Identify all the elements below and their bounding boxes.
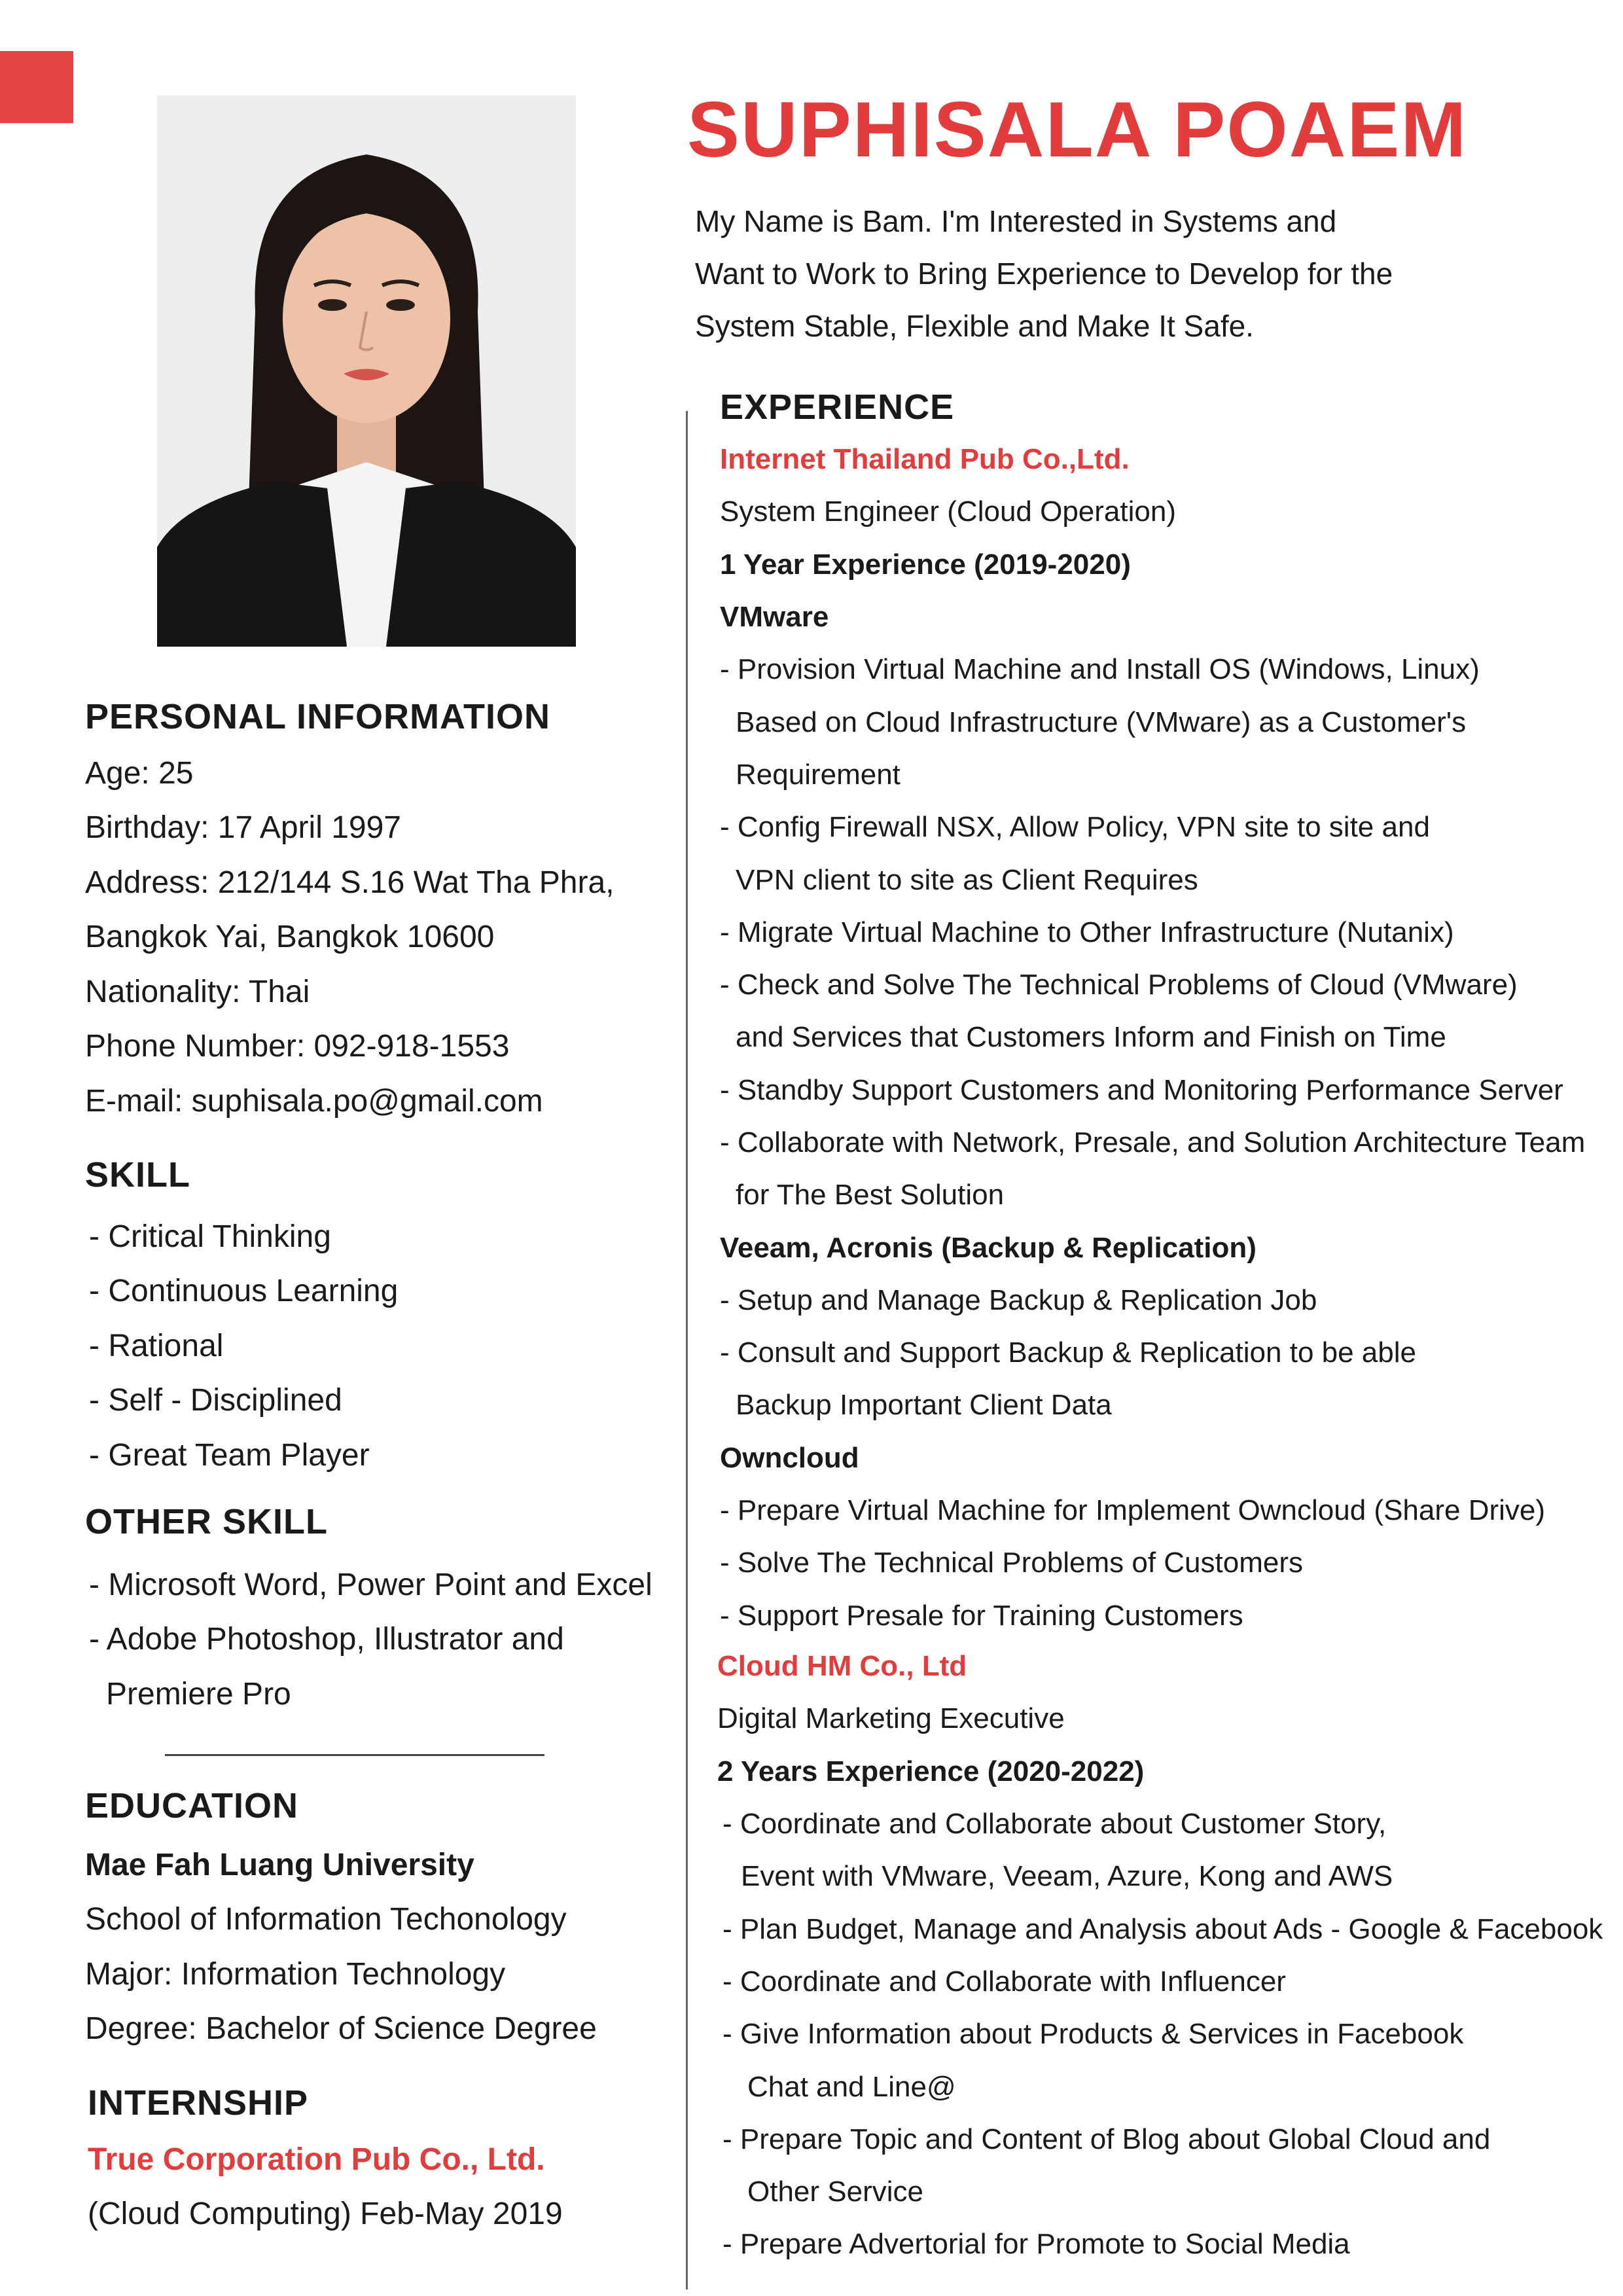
list-item: - Coordinate and Collaborate with Influencer: [722, 1965, 1286, 1998]
job2-duration: 2 Years Experience (2020-2022): [717, 1755, 1145, 1787]
job1-section-title: VMware: [720, 601, 829, 634]
other-skill-heading: OTHER SKILL: [85, 1502, 328, 1541]
internship-heading: INTERNSHIP: [88, 2083, 309, 2123]
job2-company: Cloud HM Co., Ltd: [717, 1650, 967, 1683]
internship-detail: (Cloud Computing) Feb-May 2019: [88, 2197, 563, 2232]
section-divider: [165, 1754, 544, 1756]
candidate-name: SUPHISALA POAEM: [687, 86, 1468, 173]
experience-list: [720, 433, 1585, 1642]
internship-company: True Corporation Pub Co., Ltd.: [88, 2142, 545, 2177]
list-item: - Prepare Topic and Content of Blog about Global Cloud and: [722, 2123, 1491, 2155]
list-item: - Standby Support Customers and Monitoring Performance Server: [720, 1073, 1563, 1106]
list-item: - Plan Budget, Manage and Analysis about Ads - Google & Facebook: [722, 1912, 1603, 1945]
list-item: - Migrate Virtual Machine to Other Infrastructure (Nutanix): [720, 916, 1454, 948]
personal-address-1: Address: 212/144 S.16 Wat Tha Phra,: [85, 865, 615, 900]
list-item: - Prepare Virtual Machine for Implement Owncloud (Share Drive): [720, 1494, 1546, 1527]
other-skill-section: [85, 1504, 328, 1539]
list-item: - Prepare Advertorial for Promote to Social Media: [722, 2228, 1350, 2261]
skill-section: [85, 1157, 190, 1193]
job1-company: Internet Thailand Pub Co.,Ltd.: [720, 443, 1130, 476]
list-item: - Continuous Learning: [89, 1274, 399, 1309]
education-school: School of Information Techonology: [85, 1902, 567, 1937]
skill-list: [89, 1210, 398, 1483]
education-section: [85, 1788, 298, 1823]
personal-age: Age: 25: [85, 755, 194, 791]
accent-square: [0, 51, 73, 123]
list-item: - Give Information about Products & Services in Facebook: [722, 2018, 1464, 2051]
list-item: for The Best Solution: [736, 1179, 1005, 1211]
list-item: Event with VMware, Veeam, Azure, Kong and AWS: [741, 1860, 1393, 1893]
experience-heading: EXPERIENCE: [720, 387, 955, 427]
list-item: - Critical Thinking: [89, 1219, 331, 1254]
list-item: Other Service: [747, 2176, 923, 2208]
education-major: Major: Information Technology: [85, 1956, 506, 1992]
list-item: - Setup and Manage Backup & Replication Job: [720, 1283, 1317, 1316]
personal-nationality: Nationality: Thai: [85, 974, 310, 1009]
list-item: - Great Team Player: [89, 1437, 370, 1473]
job1-duration: 1 Year Experience (2019-2020): [720, 548, 1131, 581]
personal-birthday: Birthday: 17 April 1997: [85, 810, 401, 846]
list-item: - Rational: [89, 1328, 224, 1363]
column-divider: [686, 411, 688, 2289]
personal-address-2: Bangkok Yai, Bangkok 10600: [85, 920, 495, 955]
list-item: - Microsoft Word, Power Point and Excel: [89, 1567, 652, 1602]
personal-info-list: [85, 746, 614, 1129]
list-item: - Self - Disciplined: [89, 1383, 342, 1418]
education-heading: EDUCATION: [85, 1786, 298, 1825]
job1-title: System Engineer (Cloud Operation): [720, 495, 1176, 528]
list-item: - Check and Solve The Technical Problems of Cloud (VMware): [720, 969, 1518, 1001]
list-item: - Consult and Support Backup & Replication to be able: [720, 1336, 1416, 1369]
skill-heading: SKILL: [85, 1155, 190, 1194]
job1-section-title: Veeam, Acronis (Backup & Replication): [720, 1231, 1257, 1264]
experience-job2: [717, 1640, 1603, 2271]
job2-title: Digital Marketing Executive: [717, 1702, 1065, 1735]
list-item: - Provision Virtual Machine and Install OS (Windows, Linux): [720, 653, 1480, 686]
personal-phone: Phone Number: 092-918-1553: [85, 1029, 510, 1064]
personal-info-section: [85, 699, 550, 734]
internship-list: [88, 2132, 563, 2242]
other-skill-list: [89, 1558, 652, 1722]
education-university: Mae Fah Luang University: [85, 1847, 474, 1882]
list-item: - Support Presale for Training Customers: [720, 1599, 1243, 1632]
job1-section-title: Owncloud: [720, 1441, 859, 1474]
list-item: - Config Firewall NSX, Allow Policy, VPN site to site and: [720, 811, 1430, 844]
experience-section: [720, 381, 1585, 1642]
education-degree: Degree: Bachelor of Science Degree: [85, 2011, 597, 2047]
list-item: - Coordinate and Collaborate about Customer Story,: [722, 1808, 1387, 1840]
intro-line: System Stable, Flexible and Make It Safe.: [695, 309, 1254, 343]
list-item: - Collaborate with Network, Presale, and Solution Architecture Team: [720, 1126, 1586, 1158]
education-list: [85, 1838, 597, 2056]
list-item: Based on Cloud Infrastructure (VMware) as a Customer's: [736, 706, 1467, 738]
list-item: Chat and Line@: [747, 2070, 956, 2103]
internship-section: [88, 2085, 308, 2121]
personal-info-heading: PERSONAL INFORMATION: [85, 697, 551, 736]
list-item: - Adobe Photoshop, Illustrator and: [89, 1622, 564, 1657]
list-item: Backup Important Client Data: [736, 1389, 1112, 1422]
intro-line: Want to Work to Bring Experience to Develop for the: [695, 257, 1393, 291]
list-item: and Services that Customers Inform and Finish on Time: [736, 1021, 1446, 1054]
profile-photo: [157, 96, 576, 647]
personal-email: E-mail: suphisala.po@gmail.com: [85, 1083, 543, 1119]
list-item: - Solve The Technical Problems of Customers: [720, 1547, 1303, 1579]
intro-text: [695, 195, 1533, 352]
list-item: VPN client to site as Client Requires: [736, 863, 1198, 896]
list-item: Requirement: [736, 758, 901, 791]
job2-list: [717, 1640, 1603, 2271]
intro-line: My Name is Bam. I'm Interested in Systems and: [695, 204, 1337, 238]
list-item: Premiere Pro: [106, 1676, 291, 1712]
